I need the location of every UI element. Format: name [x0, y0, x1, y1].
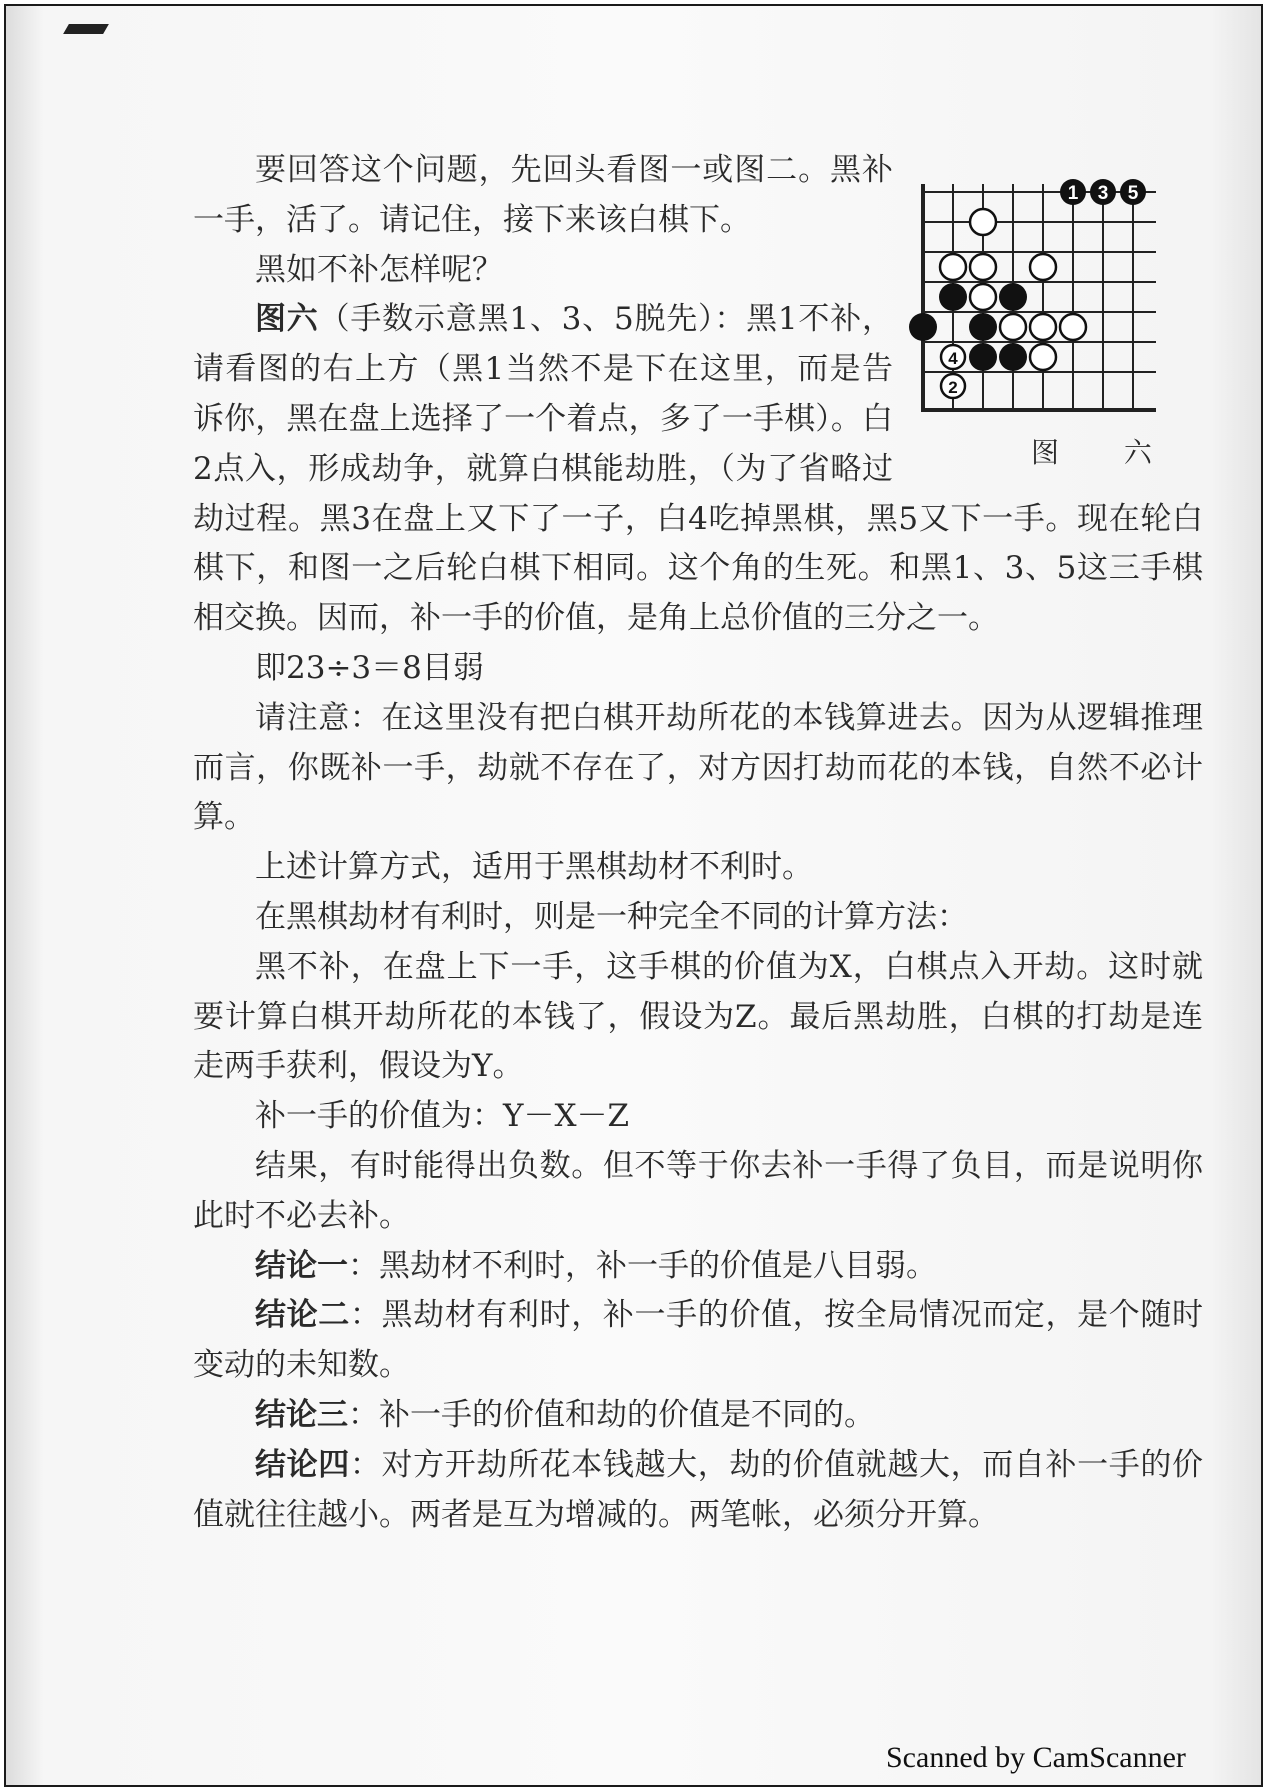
figure-float-spacer: [893, 146, 1203, 491]
paragraph-lead: 结论一: [255, 1247, 348, 1284]
conclusion-paragraph: 结论二：黑劫材有利时，补一手的价值，按全局情况而定，是个随时变动的未知数。: [193, 1297, 1204, 1384]
paragraph-lead: 结论三: [255, 1396, 348, 1433]
paragraph: 结果，有时能得出负数。但不等于你去补一手得了负目，而是说明你此时不必去补。: [193, 1147, 1203, 1234]
paragraph-lead: 图六: [255, 301, 319, 338]
white-stone-label: 2: [948, 378, 958, 397]
black-stone-label: 3: [1097, 183, 1109, 204]
paragraph: 黑不补，在盘上下一手，这手棋的价值为X，白棋点入开劫。这时就要计算白棋开劫所花的本钱了，假设为Z。最后黑劫胜，白棋的打劫是连走两手获利，假设为Y。: [193, 948, 1203, 1085]
conclusion-paragraph: 结论四：对方开劫所花本钱越大，劫的价值就越大，而自补一手的价值就往往越小。两者是互为增减的。两笔帐，必须分开算。: [193, 1446, 1204, 1533]
body-text: [193, 146, 1203, 1540]
paragraph: 补一手的价值为：Y－X－Z: [255, 1098, 630, 1135]
black-stone-label: 5: [1127, 183, 1139, 204]
paragraph-lead: 结论四: [255, 1446, 350, 1483]
paragraph: 要回答这个问题，先回头看图一或图二。黑补一手，活了。请记住，接下来该白棋下。: [193, 152, 893, 238]
scan-edge-shadow: [63, 24, 109, 34]
conclusion-paragraph: 结论一：黑劫材不利时，补一手的价值是八目弱。: [255, 1247, 937, 1284]
paragraph: 即23÷3＝8目弱: [255, 649, 484, 686]
paragraph: 上述计算方式，适用于黑棋劫材不利时。: [255, 849, 813, 886]
paragraph: 黑如不补怎样呢？: [255, 251, 503, 288]
paragraph-lead: 结论二: [255, 1297, 350, 1334]
camscanner-watermark: Scanned by CamScanner: [886, 1741, 1186, 1774]
paragraph: 图六（手数示意黑1、3、5脱先）：黑1不补，请看图的右上方（黑1当然不是下在这里，而是告诉你，黑在盘上选择了一个着点，多了一手棋）。白2点入，形成劫争，就算白棋能劫胜，（为了省略过劫过程。黑3在盘上又下了一子，白4吃掉黑棋，黑5又下一手。现在轮白棋下，和图一之后轮白棋下相同。这个角的生死。和黑1、3、5这三手棋相交换。因而，补一手的价值，是角上总价值的三分之一。: [193, 301, 1203, 637]
paragraph: 在黑棋劫材有利时，则是一种完全不同的计算方法：: [255, 898, 968, 935]
scanned-page: [4, 4, 1263, 1787]
white-stone-label: 4: [948, 349, 958, 368]
paragraph: 请注意：在这里没有把白棋开劫所花的本钱算进去。因为从逻辑推理而言，你既补一手，劫就不存在了，对方因打劫而花的本钱，自然不必计算。: [193, 699, 1203, 836]
figure-caption: 图 六: [1031, 436, 1180, 469]
black-stone-label: 1: [1067, 183, 1079, 204]
conclusion-paragraph: 结论三：补一手的价值和劫的价值是不同的。: [255, 1396, 875, 1433]
